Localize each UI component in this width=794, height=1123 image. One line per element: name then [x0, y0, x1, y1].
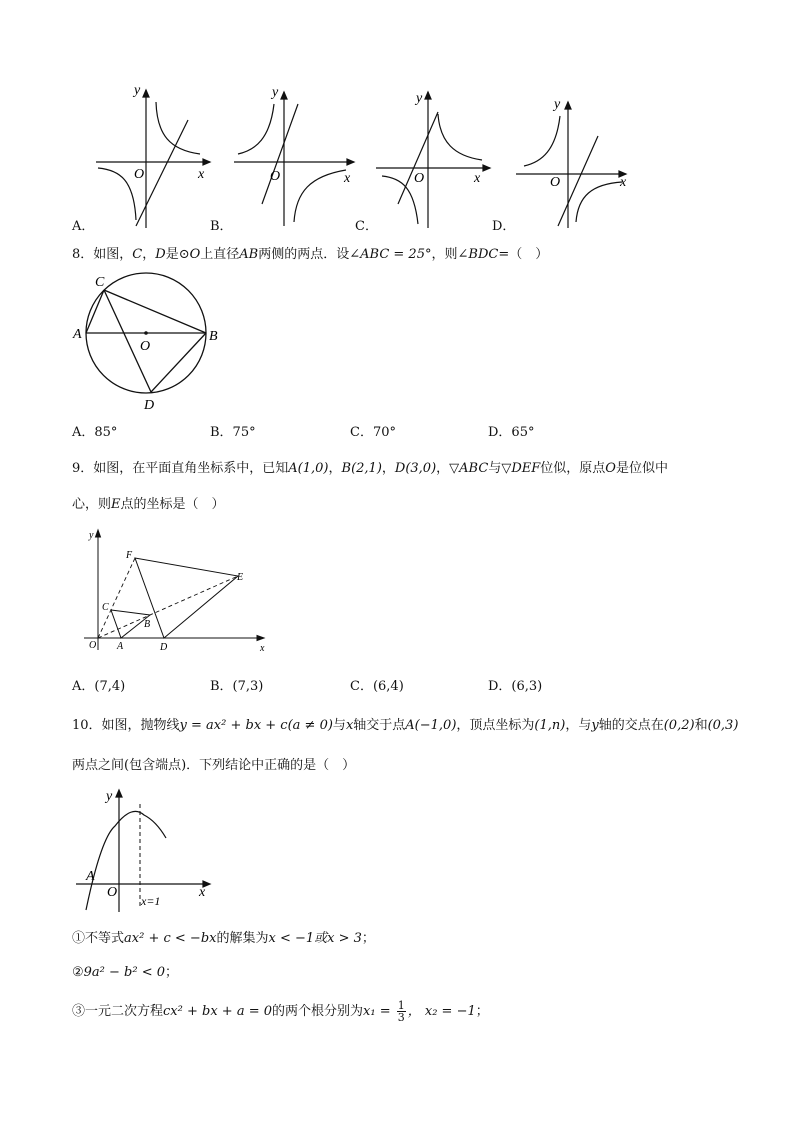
q10-p5: 轴的交点在 [598, 718, 664, 733]
q8-label-c: C [95, 275, 105, 290]
q10-s3-num: ③ [72, 1004, 86, 1019]
q9-stem-line2 [72, 496, 225, 514]
q9-option-c[interactable]: C．(6,4) [350, 679, 404, 694]
q8-option-d[interactable]: D．65° [488, 425, 535, 440]
q9-tri-def: ▽DEF [501, 461, 541, 476]
q8-stem [72, 246, 548, 264]
q8-circle: ⊙O [178, 247, 201, 262]
q9-sep3: ， [436, 461, 450, 476]
q10-s2-eq: 9a² − b² < 0 [83, 965, 166, 980]
q7c-origin-label: O [414, 171, 425, 186]
q8-center-dot [144, 331, 148, 335]
q7-option-a[interactable]: A． [72, 219, 95, 234]
q10-s3-r1: x₁ = [363, 1004, 395, 1019]
q10-p2: 轴交于点 [353, 718, 406, 733]
q9-rest2: 是位似中 [615, 461, 668, 476]
q9-label-a: A [117, 641, 124, 652]
q10-equation: y = ax² + bx + c(a ≠ 0) [179, 718, 333, 733]
q10-s1-a: 不等式 [85, 931, 125, 946]
q10-s1-eq: ax² + c < −bx [124, 931, 217, 946]
q9-label-d: D [160, 642, 168, 653]
q9-label-o: O [89, 640, 97, 651]
q9-line2b: 点的坐标是（ ） [120, 497, 225, 512]
q10-s1-end: ； [361, 931, 375, 946]
q10-point-a: A(−1,0) [405, 718, 457, 733]
q7d-x-label: x [620, 175, 627, 190]
q10-s3-frac-den: 3 [397, 1011, 405, 1024]
q10-label-o: O [107, 885, 118, 900]
q8-label-o: O [140, 339, 151, 354]
q9-option-d[interactable]: D．(6,3) [488, 679, 543, 694]
q9-tri-abc: ▽ABC [449, 461, 489, 476]
q9-yu: 与 [488, 461, 502, 476]
q10-s2-end: ； [165, 965, 179, 980]
q10-parabola-figure [72, 788, 222, 918]
q10-stem-line2: 两点之间(包含端点)．下列结论中正确的是（ ） [72, 758, 356, 773]
q8-circle-figure [70, 270, 230, 415]
q10-stem-line1 [72, 717, 738, 735]
q9-label-e: E [237, 572, 244, 583]
q8-label-b: B [209, 329, 218, 344]
q8-ab: AB [239, 247, 259, 262]
q9-point-d: D(3,0) [394, 461, 437, 476]
q8-tail: =（ ） [498, 247, 549, 262]
q7a-y-label: y [134, 83, 141, 98]
q9-e: E [111, 497, 121, 512]
q9-point-a: A(1,0) [288, 461, 329, 476]
q8-angle-abc: ∠ABC = 25° [349, 247, 432, 262]
q8-angle-bdc: ∠BDC [457, 247, 499, 262]
q9-label-f: F [126, 550, 133, 561]
q7-option-c[interactable]: C． [355, 219, 378, 234]
q8-option-b[interactable]: B．75° [210, 425, 256, 440]
q9-coordinate-figure [84, 526, 274, 656]
q7-graph-b [228, 84, 363, 229]
q7b-y-label: y [272, 85, 279, 100]
q9-point-b: B(2,1) [341, 461, 382, 476]
q8-mid2: 上直径 [200, 247, 240, 262]
q9-option-b[interactable]: B．(7,3) [210, 679, 264, 694]
q7a-origin-label: O [134, 167, 145, 182]
q10-p6: 和 [694, 718, 708, 733]
q10-pt1: (0,2) [663, 718, 695, 733]
q8-mid4: ，则 [431, 247, 458, 262]
q8-option-a[interactable]: A．85° [72, 425, 118, 440]
q10-s3-r2: ， x₂ = −1 [407, 1004, 476, 1019]
q7a-x-label: x [198, 167, 205, 182]
q10-p1: 与 [332, 718, 346, 733]
q10-number: 10．如图，抛物线 [72, 718, 180, 733]
q10-s1-sol: x < −1或x > 3 [268, 931, 362, 946]
q7c-y-label: y [416, 91, 423, 106]
q10-s3-end: ； [475, 1004, 489, 1019]
q10-s3-frac-num: 1 [397, 999, 405, 1012]
q10-p3: ，顶点坐标为 [456, 718, 535, 733]
q9-sep2: ， [381, 461, 395, 476]
q10-s3-b: 的两个根分别为 [272, 1004, 364, 1019]
q9-label-y: y [89, 530, 94, 541]
q9-label-c: C [102, 602, 109, 613]
q8-sep: ， [142, 247, 156, 262]
q8-label-d: D [144, 398, 155, 413]
q10-statement-1 [72, 930, 375, 948]
q7c-x-label: x [474, 171, 481, 186]
q8-d: D [155, 247, 166, 262]
q9-number: 9．如图，在平面直角坐标系中，已知 [72, 461, 289, 476]
q10-label-x: x [199, 885, 206, 900]
q10-label-a: A [86, 869, 95, 884]
q10-s1-num: ① [72, 931, 86, 946]
q8-mid1: 是 [165, 247, 179, 262]
q7b-origin-label: O [270, 169, 281, 184]
q9-line2a: 心，则 [72, 497, 112, 512]
q7-graph-c [370, 86, 500, 231]
q10-label-axis: x=1 [141, 894, 161, 908]
q8-number: 8．如图， [72, 247, 133, 262]
q7-option-b[interactable]: B． [210, 219, 233, 234]
q10-s3-fraction [397, 1000, 406, 1023]
q9-sep1: ， [328, 461, 342, 476]
q10-s3-a: 一元二次方程 [85, 1004, 164, 1019]
q7-graph-d [512, 94, 637, 232]
q9-option-a[interactable]: A．(7,4) [72, 679, 126, 694]
q10-vertex: (1,n) [534, 718, 566, 733]
q10-y: y [591, 718, 599, 733]
q9-stem-line1 [72, 460, 668, 478]
q8-c: C [132, 247, 143, 262]
q8-option-c[interactable]: C．70° [350, 425, 396, 440]
q10-p4: ，与 [565, 718, 592, 733]
q10-statement-2 [72, 964, 178, 982]
q9-rest: 位似，原点 [540, 461, 606, 476]
q9-o: O [605, 461, 616, 476]
q10-s1-b: 的解集为 [216, 931, 269, 946]
q10-label-y: y [106, 789, 113, 804]
q8-mid3: 两侧的两点．设 [258, 247, 350, 262]
q10-pt2: (0,3) [707, 718, 739, 733]
q7d-origin-label: O [550, 175, 561, 190]
q7-option-d[interactable]: D． [492, 219, 516, 234]
q9-label-b: B [144, 619, 151, 630]
q10-x: x [345, 718, 354, 733]
q10-s3-eq: cx² + bx + a = 0 [163, 1004, 273, 1019]
q7d-y-label: y [554, 97, 561, 112]
q9-label-x: x [260, 643, 265, 654]
q10-statement-3 [72, 1000, 489, 1026]
q7b-x-label: x [344, 171, 351, 186]
q8-label-a: A [73, 327, 82, 342]
q7-graph-a [90, 80, 220, 230]
q10-s2-num: ② [72, 965, 84, 980]
